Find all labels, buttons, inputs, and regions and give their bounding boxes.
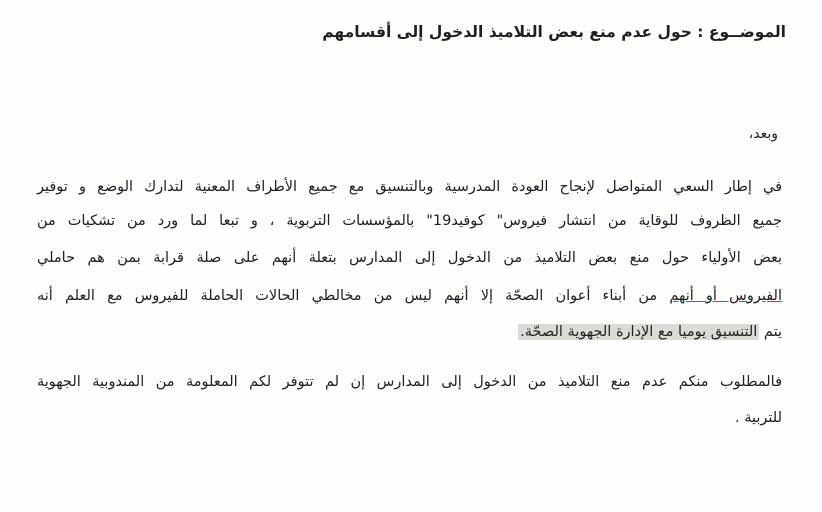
greeting: وبعد، (748, 126, 778, 142)
highlighted-phrase: التنسيق يوميا مع الإدارة الجهوية الصحّة. (520, 324, 758, 340)
paragraph1-line4-rest: من أبناء أعوان الصحّة إلا أنهم ليس من مخالطي الحالات الحاملة للفيروس مع العلم أنه (37, 288, 670, 304)
paragraph1-line1: في إطار السعي المتواصل لإنجاح العودة المدرسية وبالتنسيق مع جميع الأطراف المعنية لتدارك الوضع و توفير (37, 179, 782, 195)
subject-line: الموضــوع : حول عدم منع بعض التلاميذ الدخول إلى أقسامهم (322, 23, 786, 41)
paragraph1-line2: جميع الظروف للوقاية من انتشار فيروس" كوفيد19" بالمؤسسات التربوية ، و تبعا لما ورد من تشكيات من (37, 213, 782, 229)
paragraph1-line3: بعض الأولياء حول منع بعض التلاميذ من الدخول إلى المدارس بتعلة أنهم على صلة قرابة بمن هم حاملي (37, 250, 782, 266)
underlined-phrase: الفيروس أو أنهم (669, 288, 782, 304)
paragraph2-line2: للتربية . (735, 410, 782, 426)
paragraph1-line5 (482, 322, 782, 342)
paragraph1-line5-start: يتم (759, 324, 782, 340)
paragraph1-line4 (37, 286, 782, 306)
paragraph2-line1: فالمطلوب منكم عدم منع التلاميذ من الدخول إلى المدارس إن لم تتوفر لكم المعلومة من المندوبية الجهوية (37, 374, 782, 390)
